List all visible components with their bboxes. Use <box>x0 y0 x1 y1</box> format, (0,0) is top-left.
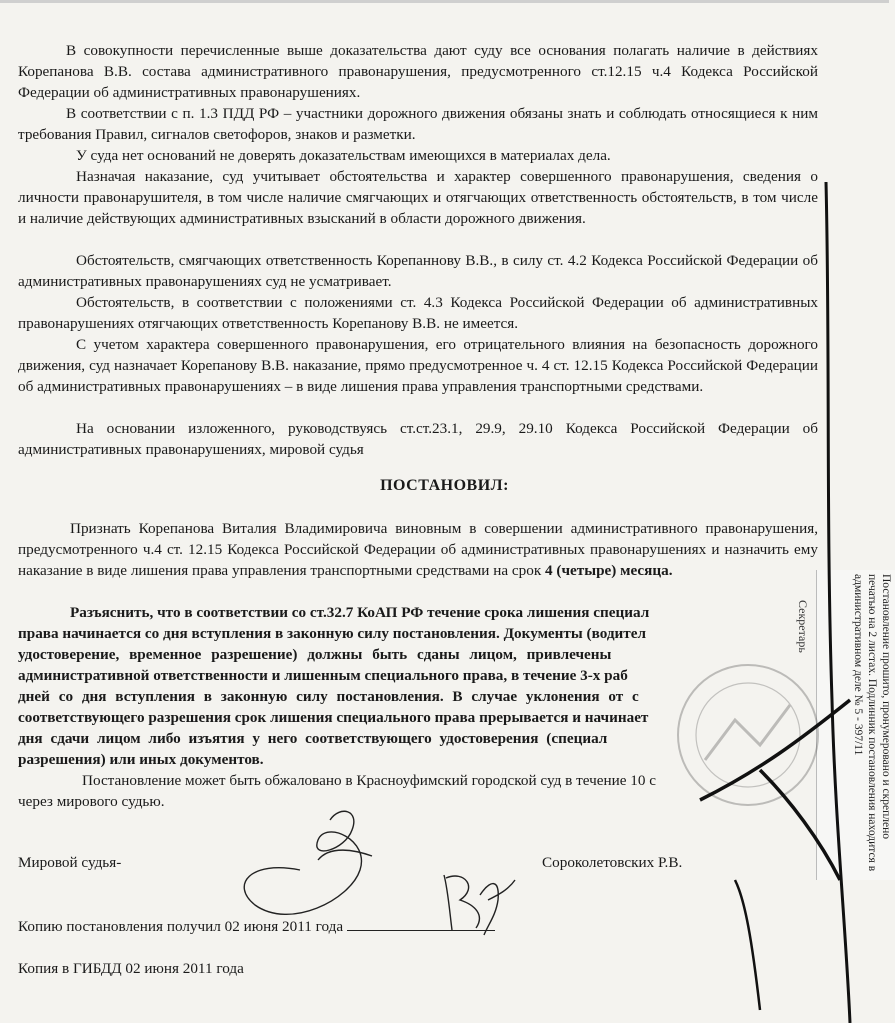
paragraph-basis: На основании изложенного, руководствуясь ст.ст.23.1, 29.9, 29.10 Кодекса Российской Федерации об административных правонарушениях, мировой судья <box>18 420 818 458</box>
verdict-term: 4 (четыре) месяца. <box>545 562 673 579</box>
explanation-line: соответствующего разрешения срок лишения специального права прерывается и начинает <box>18 709 649 726</box>
explanation-line: права начинается со дня вступления в законную силу постановления. Документы (водител <box>18 625 647 642</box>
ruling-heading: ПОСТАНОВИЛ: <box>380 477 509 494</box>
recipient-signature-icon <box>444 875 515 935</box>
copy-received-text: Копию постановления получил 02 июня 2011 года <box>18 918 344 935</box>
paragraph-traffic-rules: В соответствии с п. 1.3 ПДД РФ – участники дорожного движения обязаны знать и соблюдать относящиеся к ним требования Правил, сигналов светофоров, знаков и разметки. <box>18 105 818 143</box>
explanation-line: дня сдачи лицом либо изъятия у него соответствующего удостоверения (специал <box>18 730 608 747</box>
paragraph-mitigating: Обстоятельств, смягчающих ответственность Корепаннову В.В., в силу ст. 4.2 Кодекса Российской Федерации об административных правонарушениях суд не усматривает. <box>18 252 818 290</box>
certification-text: Постановление прошито, пронумеровано и скреплено печатью на 2 листах. Подлинник постановления находится в административном деле № 5 - 397/11 <box>852 574 892 872</box>
copy-gibdd-line: Копия в ГИБДД 02 июня 2011 года <box>18 960 244 977</box>
round-seal-icon <box>678 665 818 805</box>
appeal-line: Постановление может быть обжаловано в Красноуфимский городской суд в течение 10 с <box>82 772 656 789</box>
margin-pen-line <box>826 182 850 1023</box>
secretary-label: Секретарь <box>796 600 810 653</box>
explanation-line: Разъяснить, что в соответствии со ст.32.7 КоАП РФ течение срока лишения специал <box>70 604 650 621</box>
judge-signature-icon <box>244 811 372 914</box>
explanation-line: удостоверение, временное разрешение) должны быть сданы лицом, привлечены <box>18 646 612 663</box>
explanation-line: административной ответственности и лишенным специального права, в течение 3-х раб <box>18 667 628 684</box>
paragraph-sentencing: Назначая наказание, суд учитывает обстоятельства и характер совершенного правонарушения, сведения о личности правонарушителя, в том числе наличие смягчающих и отягчающих ответственность обстоятельств, в том числе и наличие действующих административных взысканий в области дорожного движения. <box>18 168 818 227</box>
pen-stroke <box>735 880 760 1010</box>
judge-name: Сороколетовских Р.В. <box>542 854 683 871</box>
explanation-line: разрешения) или иных документов. <box>18 751 264 768</box>
paragraph-trust: У суда нет оснований не доверять доказательствам имеющихся в материалах дела. <box>76 147 611 164</box>
paragraph-aggravating: Обстоятельств, в соответствии с положениями ст. 4.3 Кодекса Российской Федерации об административных правонарушениях отягчающих ответственность Корепанову В.В. не имеется. <box>18 294 818 332</box>
judge-label: Мировой судья- <box>18 854 122 871</box>
appeal-line: через мирового судью. <box>18 793 165 810</box>
verdict-text: Признать Корепанова Виталия Владимировича виновным в совершении административного правонарушения, предусмотренного ч.4 ст. 12.15 Кодекса Российской Федерации об административных правонарушениях и назначить ему наказание в виде лишения права управления транспортными средствами на срок <box>18 520 818 579</box>
paragraph-evidence: В совокупности перечисленные выше доказательства дают суду все основания полагать наличие в действиях Корепанова В.В. состава административного правонарушения, предусмотренного ст.12.15 ч.4 Кодекса Российской Федерации об административных правонарушениях. <box>18 42 818 101</box>
explanation-line: дней со дня вступления в законную силу постановления. В случае уклонения от с <box>18 688 639 705</box>
paragraph-penalty: С учетом характера совершенного правонарушения, его отрицательного влияния на безопасность дорожного движения, суд назначает Корепанову В.В. наказание, прямо предусмотренное ч. 4 ст. 12.15 Кодекса Российской Федерации об административных правонарушениях – в виде лишения права управления транспортными средствами. <box>18 336 818 395</box>
